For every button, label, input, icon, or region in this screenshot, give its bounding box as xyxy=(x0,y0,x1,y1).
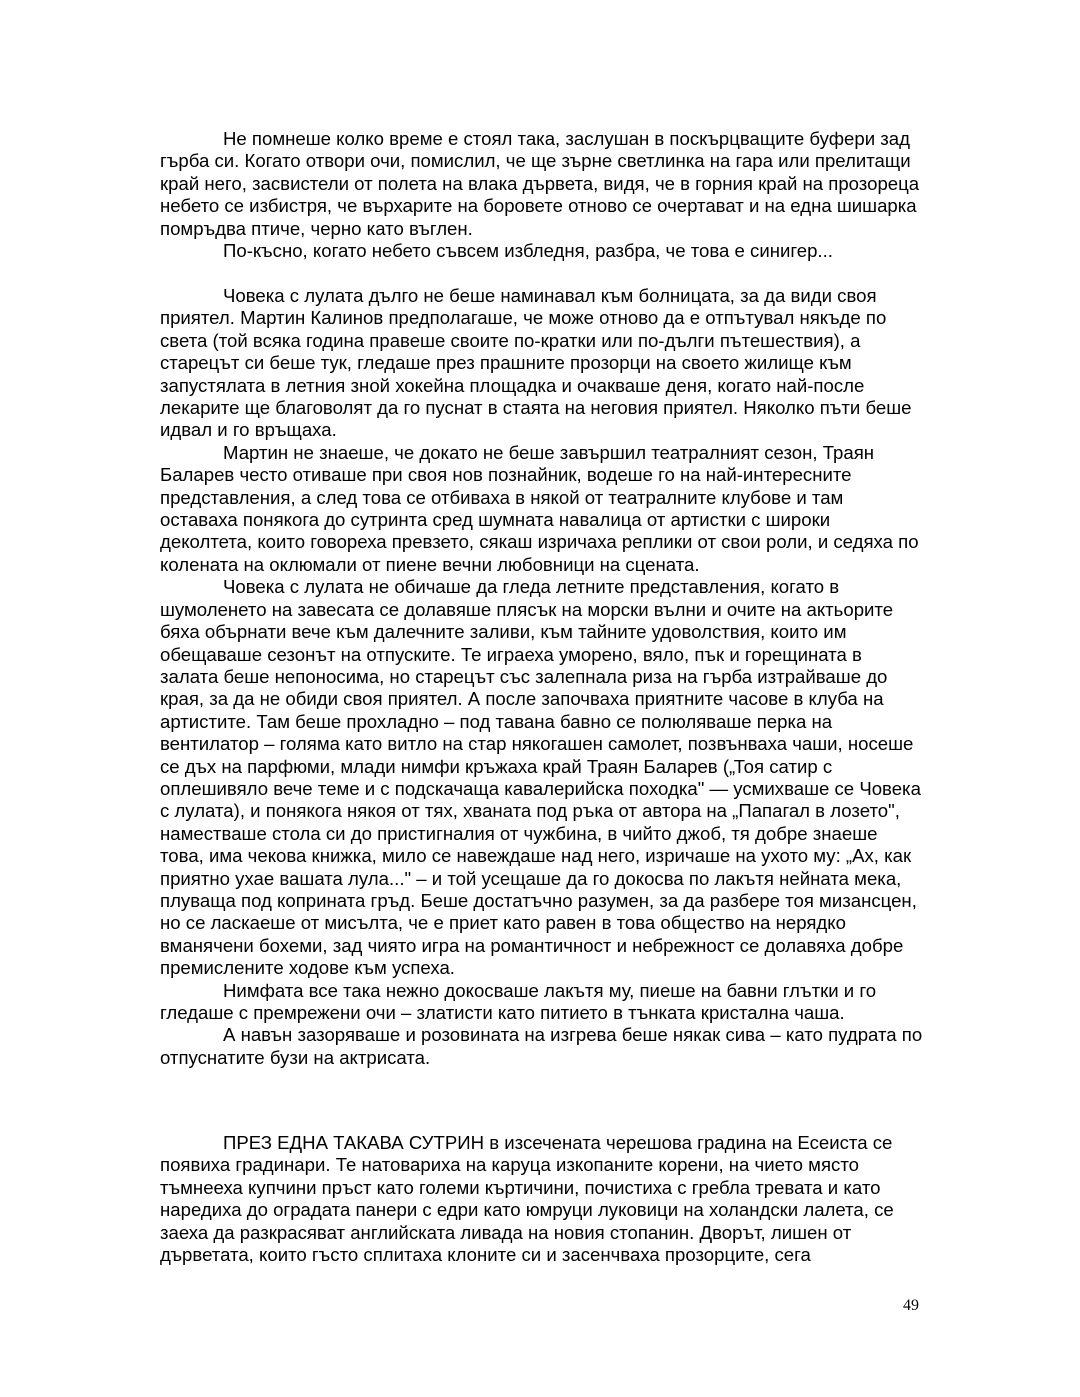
paragraph: А навън зазоряваше и розовината на изгрева беше някак сива – като пудрата по отпуснатите бузи на актрисата. xyxy=(160,1024,923,1068)
paragraph: Човека с лулата дълго не беше наминавал към болницата, за да види своя приятел. Мартин Калинов предполагаше, че може отново да е отпътувал някъде по света (той всяка година правеше своите по-кратки или по-дълги пътешествия), а старецът си беше тук, гледаше през прашните прозорци на своето жилище към запустялата в летния зной хокейна площадка и очакваше деня, когато най-после лекарите ще благоволят да го пуснат в стаята на неговия приятел. Няколко пъти беше идвал и го връщаха. xyxy=(160,285,912,441)
paragraph: По-късно, когато небето съвсем избледня, разбра, че това е синигер... xyxy=(223,240,833,262)
text-section-2 xyxy=(160,285,924,1069)
paragraph: Човека с лулата не обичаше да гледа летните представления, когато в шумоленето на завесата се долавяше плясък на морски вълни и очите на актьорите бяха обърнати вече към далечните заливи, към тайните удоволствия, които им обещаваше сезонът на отпуските. Те играеха уморено, вяло, пък и горещината в залата беше непоносима, но старецът със залепнала риза на гърба изтрайваше до края, за да не обиди своя приятел. А после започваха приятните часове в клуба на артистите. Там беше прохладно – под тавана бавно се полюляваше перка на вентилатор – голяма като витло на стар някогашен самолет, позвънваха чаши, носеше се дъх на парфюми, млади нимфи кръжаха край Траян Баларев („Тоя сатир с оплешивяло вече теме и с подскачаща кавалерийска походка" — усмихваше се Човека с лулата), и понякога някоя от тях, хваната под ръка от автора на „Папагал в лозето", наместваше стола си до пристигналия от чужбина, в чийто джоб, тя добре знаеше това, има чекова книжка, мило се навеждаше над него, изричаше на ухото му: „Ах, как приятно ухае вашата лула..." – и той усещаше да го докосва по лакътя нейната мека, плуваща под коприната гръд. Беше достатъчно разумен, за да разбере тоя мизансцен, но се ласкаеше от мисълта, че е приет като равен в това общество на нерядко вманячени бохеми, зад чиято игра на романтичност и небрежност се долавяха добре премислените ходове към успеха. xyxy=(160,576,921,979)
paragraph: ПРЕЗ ЕДНА ТАКАВА СУТРИН в изсечената черешова градина на Есеиста се появиха градинари. Те натовариха на каруца изкопаните корени, на чието място тъмнееха купчини пръст като големи къртичини, почистиха с гребла тревата и като наредиха до оградата панери с едри като юмруци луковици на холандски лалета, се заеха да разкрасяват английската ливада на новия стопанин. Дворът, лишен от дърветата, които гъсто сплитаха клоните си и засенчваха прозорците, сега xyxy=(160,1132,894,1266)
text-section-3 xyxy=(160,1132,924,1266)
page-number: 49 xyxy=(903,1297,919,1314)
paragraph: Нимфата все така нежно докосваше лакътя му, пиеше на бавни глътки и го гледаше с премрежени очи – златисти като питието в тънката кристална чаша. xyxy=(160,979,877,1023)
paragraph: Мартин не знаеше, че докато не беше завършил театралният сезон, Траян Баларев често отиваше при своя нов познайник, водеше го на най-интересните представления, а след това се отбиваха в някой от театралните клубове и там оставаха понякога до сутринта сред шумната навалица от артистки с широки деколтета, които говореха превзето, сякаш изричаха реплики от свои роли, и седяха по колената на оклюмали от пиене вечни любовници на сцената. xyxy=(160,441,919,575)
text-section-1 xyxy=(160,128,924,262)
paragraph: Не помнеше колко време е стоял така, заслушан в поскърцващите буфери зад гърба си. Когато отвори очи, помислил, че ще зърне светлинка на гара или прелитащи край него, засвистели от полета на влака дървета, видя, че в горния край на прозореца небето се избистря, че върхарите на боровете отново се очертават и на една шишарка помръдва птиче, черно като въглен. xyxy=(160,128,920,239)
